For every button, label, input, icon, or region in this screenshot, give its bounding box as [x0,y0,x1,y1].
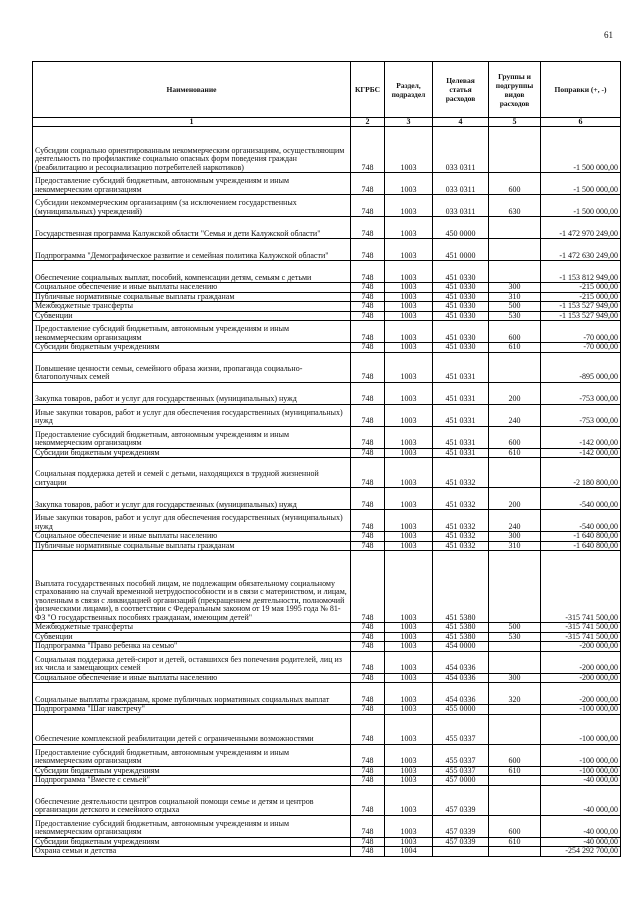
row-group [489,705,541,715]
col-index: 4 [433,118,489,127]
row-section: 1003 [385,302,433,312]
row-kgrbs: 748 [351,488,385,510]
row-target: 451 0331 [433,426,489,448]
row-target: 451 5380 [433,623,489,633]
row-group [489,352,541,382]
row-amount: -70 000,00 [541,321,621,343]
row-group: 530 [489,632,541,642]
row-target: 457 0339 [433,785,489,815]
budget-table [32,61,621,857]
table-row [33,217,621,239]
row-kgrbs: 748 [351,683,385,705]
row-amount: -40 000,00 [541,837,621,847]
row-name: Субсидии социально ориентированным некоммерческим организациям, осуществляющим деятельность по профилактике социально опасных форм поведения граждан (реабилитацию и ресоциализацию потребителей наркотиков) [33,127,351,173]
row-target: 451 0000 [433,239,489,261]
col-index: 2 [351,118,385,127]
row-name: Иные закупки товаров, работ и услуг для обеспечения государственных (муниципальных) нужд [33,510,351,532]
table-row [33,321,621,343]
table-body [33,127,621,857]
row-amount: -1 153 527 949,00 [541,311,621,321]
row-kgrbs: 748 [351,551,385,623]
table-row [33,302,621,312]
table-row [33,343,621,353]
row-amount: -40 000,00 [541,815,621,837]
row-group [489,847,541,857]
page-number: 61 [604,30,613,40]
row-name: Предоставление субсидий бюджетным, автономным учреждениям и иным некоммерческим организациям [33,815,351,837]
row-amount: -315 741 500,00 [541,632,621,642]
row-target: 454 0336 [433,651,489,673]
row-kgrbs: 748 [351,632,385,642]
row-group [489,217,541,239]
table-row [33,382,621,404]
table-row [33,239,621,261]
table-row [33,683,621,705]
row-section: 1004 [385,847,433,857]
col-index: 1 [33,118,351,127]
table-row [33,744,621,766]
row-target: 451 0332 [433,541,489,551]
table-row [33,673,621,683]
row-name: Публичные нормативные социальные выплаты гражданам [33,292,351,302]
row-kgrbs: 748 [351,541,385,551]
row-section: 1003 [385,642,433,652]
row-target: 455 0337 [433,714,489,744]
row-target: 451 5380 [433,551,489,623]
row-amount: -895 000,00 [541,352,621,382]
row-amount: -1 500 000,00 [541,195,621,217]
row-name: Повышение ценности семьи, семейного образа жизни, пропаганда социально-благополучных семей [33,352,351,382]
row-section: 1003 [385,488,433,510]
row-kgrbs: 748 [351,352,385,382]
row-target: 451 0332 [433,488,489,510]
row-section: 1003 [385,766,433,776]
table-row [33,127,621,173]
row-group: 310 [489,541,541,551]
row-name: Социальное обеспечение и иные выплаты населению [33,283,351,293]
table-row [33,541,621,551]
header-target: Целевая статья расходов [433,62,489,118]
row-kgrbs: 748 [351,382,385,404]
row-amount: -2 180 800,00 [541,458,621,488]
row-amount: -215 000,00 [541,283,621,293]
row-target: 451 5380 [433,632,489,642]
table-row [33,352,621,382]
row-amount: -753 000,00 [541,404,621,426]
row-amount: -100 000,00 [541,744,621,766]
row-amount: -315 741 500,00 [541,623,621,633]
row-name: Субвенции [33,632,351,642]
row-name: Обеспечение комплексной реабилитации детей с ограниченными возможностями [33,714,351,744]
row-amount: -540 000,00 [541,510,621,532]
row-target: 457 0339 [433,815,489,837]
row-group: 300 [489,283,541,293]
row-kgrbs: 748 [351,623,385,633]
row-amount: -100 000,00 [541,705,621,715]
row-target: 033 0311 [433,195,489,217]
row-kgrbs: 748 [351,651,385,673]
row-name: Обеспечение социальных выплат, пособий, компенсации детям, семьям с детьми [33,261,351,283]
row-group [489,551,541,623]
col-index: 5 [489,118,541,127]
row-group: 310 [489,292,541,302]
row-group: 610 [489,766,541,776]
row-name: Государственная программа Калужской области "Семья и дети Калужской области" [33,217,351,239]
row-name: Подпрограмма "Право ребенка на семью" [33,642,351,652]
row-amount: -200 000,00 [541,651,621,673]
row-group: 600 [489,321,541,343]
table-row [33,173,621,195]
row-section: 1003 [385,195,433,217]
row-kgrbs: 748 [351,127,385,173]
row-kgrbs: 748 [351,292,385,302]
row-name: Публичные нормативные социальные выплаты гражданам [33,541,351,551]
header-row [33,62,621,118]
row-group [489,642,541,652]
row-target: 454 0336 [433,673,489,683]
header-section: Раздел, подраздел [385,62,433,118]
row-amount: -1 472 630 249,00 [541,239,621,261]
row-target: 451 0330 [433,321,489,343]
row-group: 200 [489,488,541,510]
table-row [33,283,621,293]
row-kgrbs: 748 [351,815,385,837]
table-row [33,488,621,510]
row-amount: -1 153 527 949,00 [541,302,621,312]
row-name: Подпрограмма "Демографическое развитие и семейная политика Калужской области" [33,239,351,261]
row-name: Предоставление субсидий бюджетным, автономным учреждениям и иным некоммерческим организациям [33,426,351,448]
row-section: 1003 [385,551,433,623]
row-section: 1003 [385,744,433,766]
row-section: 1003 [385,632,433,642]
row-section: 1003 [385,217,433,239]
table-row [33,766,621,776]
row-target: 451 0330 [433,343,489,353]
row-target: 455 0337 [433,766,489,776]
row-section: 1003 [385,239,433,261]
row-target: 454 0000 [433,642,489,652]
row-target: 451 0330 [433,283,489,293]
row-section: 1003 [385,173,433,195]
row-name: Предоставление субсидий бюджетным, автономным учреждениям и иным некоммерческим организациям [33,744,351,766]
table-row [33,776,621,786]
row-group: 300 [489,532,541,542]
row-name: Закупка товаров, работ и услуг для государственных (муниципальных) нужд [33,382,351,404]
row-amount: -142 000,00 [541,426,621,448]
row-name: Предоставление субсидий бюджетным, автономным учреждениям и иным некоммерческим организациям [33,173,351,195]
row-section: 1003 [385,426,433,448]
table-row [33,815,621,837]
row-name: Межбюджетные трансферты [33,623,351,633]
row-kgrbs: 748 [351,448,385,458]
row-name: Закупка товаров, работ и услуг для государственных (муниципальных) нужд [33,488,351,510]
row-section: 1003 [385,623,433,633]
table-row [33,623,621,633]
row-group: 240 [489,510,541,532]
row-target: 033 0311 [433,127,489,173]
row-section: 1003 [385,673,433,683]
row-section: 1003 [385,815,433,837]
row-target: 457 0339 [433,837,489,847]
row-kgrbs: 748 [351,404,385,426]
row-kgrbs: 748 [351,426,385,448]
row-name: Социальная поддержка детей-сирот и детей, оставшихся без попечения родителей, лиц из их числа и замещающих семей [33,651,351,673]
row-target: 451 0330 [433,292,489,302]
row-group: 600 [489,173,541,195]
row-amount: -753 000,00 [541,382,621,404]
row-name: Социальное обеспечение и иные выплаты населению [33,532,351,542]
row-kgrbs: 748 [351,510,385,532]
table-row [33,785,621,815]
table-row [33,632,621,642]
column-index-row [33,118,621,127]
table-row [33,195,621,217]
row-target: 451 0330 [433,261,489,283]
row-name: Предоставление субсидий бюджетным, автономным учреждениям и иным некоммерческим организациям [33,321,351,343]
row-name: Субсидии бюджетным учреждениям [33,766,351,776]
row-name: Выплата государственных пособий лицам, не подлежащим обязательному социальному страхованию на случай временной нетрудоспособности и в связи с материнством, и лицам, уволенным в связи с ликвидацией организаций (прекращением деятельности, полномочий физическими лицами), в соответствии с Федеральным законом от 19 мая 1995 года № 81-ФЗ "О государственных пособиях гражданам, имеющим детей" [33,551,351,623]
row-group: 500 [489,302,541,312]
row-amount: -100 000,00 [541,766,621,776]
row-kgrbs: 748 [351,837,385,847]
row-kgrbs: 748 [351,766,385,776]
row-kgrbs: 748 [351,642,385,652]
row-section: 1003 [385,705,433,715]
row-section: 1003 [385,837,433,847]
row-name: Субвенции [33,311,351,321]
table-row [33,510,621,532]
row-amount: -315 741 500,00 [541,551,621,623]
row-section: 1003 [385,541,433,551]
row-group: 600 [489,426,541,448]
row-group [489,458,541,488]
row-target: 451 0331 [433,448,489,458]
header-kgrbs: КГРБС [351,62,385,118]
table-row [33,551,621,623]
row-amount: -1 640 800,00 [541,532,621,542]
table-row [33,311,621,321]
row-name: Охрана семьи и детства [33,847,351,857]
row-group: 530 [489,311,541,321]
row-section: 1003 [385,448,433,458]
row-section: 1003 [385,714,433,744]
row-section: 1003 [385,404,433,426]
col-index: 3 [385,118,433,127]
row-kgrbs: 748 [351,785,385,815]
row-section: 1003 [385,292,433,302]
row-name: Социальное обеспечение и иные выплаты населению [33,673,351,683]
row-group [489,651,541,673]
row-target: 455 0337 [433,744,489,766]
row-kgrbs: 748 [351,705,385,715]
row-kgrbs: 748 [351,302,385,312]
row-name: Обеспечение деятельности центров социальной помощи семье и детям и центров организации детского и семейного отдыха [33,785,351,815]
row-kgrbs: 748 [351,744,385,766]
row-section: 1003 [385,532,433,542]
row-section: 1003 [385,458,433,488]
row-name: Иные закупки товаров, работ и услуг для обеспечения государственных (муниципальных) нужд [33,404,351,426]
table-row [33,458,621,488]
row-kgrbs: 748 [351,532,385,542]
row-target: 451 0331 [433,382,489,404]
row-target: 451 0330 [433,302,489,312]
row-section: 1003 [385,321,433,343]
row-name: Субсидии некоммерческим организациям (за исключением государственных (муниципальных) учреждений) [33,195,351,217]
row-amount: -40 000,00 [541,785,621,815]
row-group: 600 [489,815,541,837]
table-row [33,404,621,426]
row-amount: -142 000,00 [541,448,621,458]
row-group [489,785,541,815]
row-amount: -200 000,00 [541,673,621,683]
row-group: 610 [489,448,541,458]
row-name: Подпрограмма "Вместе с семьей" [33,776,351,786]
row-amount: -1 472 970 249,00 [541,217,621,239]
row-kgrbs: 748 [351,311,385,321]
row-amount: -200 000,00 [541,683,621,705]
row-kgrbs: 748 [351,847,385,857]
row-target: 451 0332 [433,532,489,542]
row-name: Субсидии бюджетным учреждениям [33,837,351,847]
row-target: 451 0330 [433,311,489,321]
row-section: 1003 [385,352,433,382]
row-group: 320 [489,683,541,705]
row-group: 610 [489,837,541,847]
table-row [33,847,621,857]
row-name: Субсидии бюджетным учреждениям [33,448,351,458]
header-amendments: Поправки (+, -) [541,62,621,118]
row-name: Межбюджетные трансферты [33,302,351,312]
row-name: Подпрограмма "Шаг навстречу" [33,705,351,715]
row-section: 1003 [385,127,433,173]
row-group: 610 [489,343,541,353]
row-target [433,847,489,857]
row-section: 1003 [385,343,433,353]
row-group: 240 [489,404,541,426]
table-row [33,426,621,448]
table-row [33,292,621,302]
row-kgrbs: 748 [351,458,385,488]
table-row [33,837,621,847]
row-amount: -1 500 000,00 [541,173,621,195]
row-kgrbs: 748 [351,776,385,786]
row-amount: -200 000,00 [541,642,621,652]
row-group: 630 [489,195,541,217]
row-amount: -1 153 812 949,00 [541,261,621,283]
row-group [489,776,541,786]
row-kgrbs: 748 [351,195,385,217]
row-section: 1003 [385,283,433,293]
table-row [33,532,621,542]
row-amount: -100 000,00 [541,714,621,744]
row-target: 451 0331 [433,352,489,382]
header-name: Наименование [33,62,351,118]
table-row [33,705,621,715]
row-group: 300 [489,673,541,683]
row-group: 600 [489,744,541,766]
row-target: 455 0000 [433,705,489,715]
table-row [33,642,621,652]
table-row [33,448,621,458]
row-amount: -540 000,00 [541,488,621,510]
row-target: 457 0000 [433,776,489,786]
row-amount: -1 500 000,00 [541,127,621,173]
table-row [33,651,621,673]
row-target: 451 0332 [433,510,489,532]
row-kgrbs: 748 [351,714,385,744]
row-kgrbs: 748 [351,283,385,293]
table-row [33,261,621,283]
table-row [33,714,621,744]
row-amount: -1 640 800,00 [541,541,621,551]
row-group: 200 [489,382,541,404]
row-amount: -254 292 700,00 [541,847,621,857]
row-group [489,261,541,283]
row-group [489,127,541,173]
row-section: 1003 [385,651,433,673]
row-section: 1003 [385,510,433,532]
row-kgrbs: 748 [351,343,385,353]
row-kgrbs: 748 [351,261,385,283]
row-amount: -40 000,00 [541,776,621,786]
row-group [489,714,541,744]
row-section: 1003 [385,785,433,815]
row-section: 1003 [385,776,433,786]
row-amount: -70 000,00 [541,343,621,353]
row-kgrbs: 748 [351,321,385,343]
row-name: Социальная поддержка детей и семей с детьми, находящихся в трудной жизненной ситуации [33,458,351,488]
row-section: 1003 [385,683,433,705]
row-group [489,239,541,261]
row-kgrbs: 748 [351,217,385,239]
row-section: 1003 [385,311,433,321]
row-kgrbs: 748 [351,173,385,195]
row-name: Социальные выплаты гражданам, кроме публичных нормативных социальных выплат [33,683,351,705]
row-kgrbs: 748 [351,239,385,261]
row-target: 450 0000 [433,217,489,239]
row-section: 1003 [385,382,433,404]
row-target: 451 0331 [433,404,489,426]
row-group: 500 [489,623,541,633]
row-target: 454 0336 [433,683,489,705]
row-section: 1003 [385,261,433,283]
row-amount: -215 000,00 [541,292,621,302]
row-target: 451 0332 [433,458,489,488]
row-target: 033 0311 [433,173,489,195]
row-name: Субсидии бюджетным учреждениям [33,343,351,353]
row-kgrbs: 748 [351,673,385,683]
col-index: 6 [541,118,621,127]
header-groups: Группы и подгруппы видов расходов [489,62,541,118]
